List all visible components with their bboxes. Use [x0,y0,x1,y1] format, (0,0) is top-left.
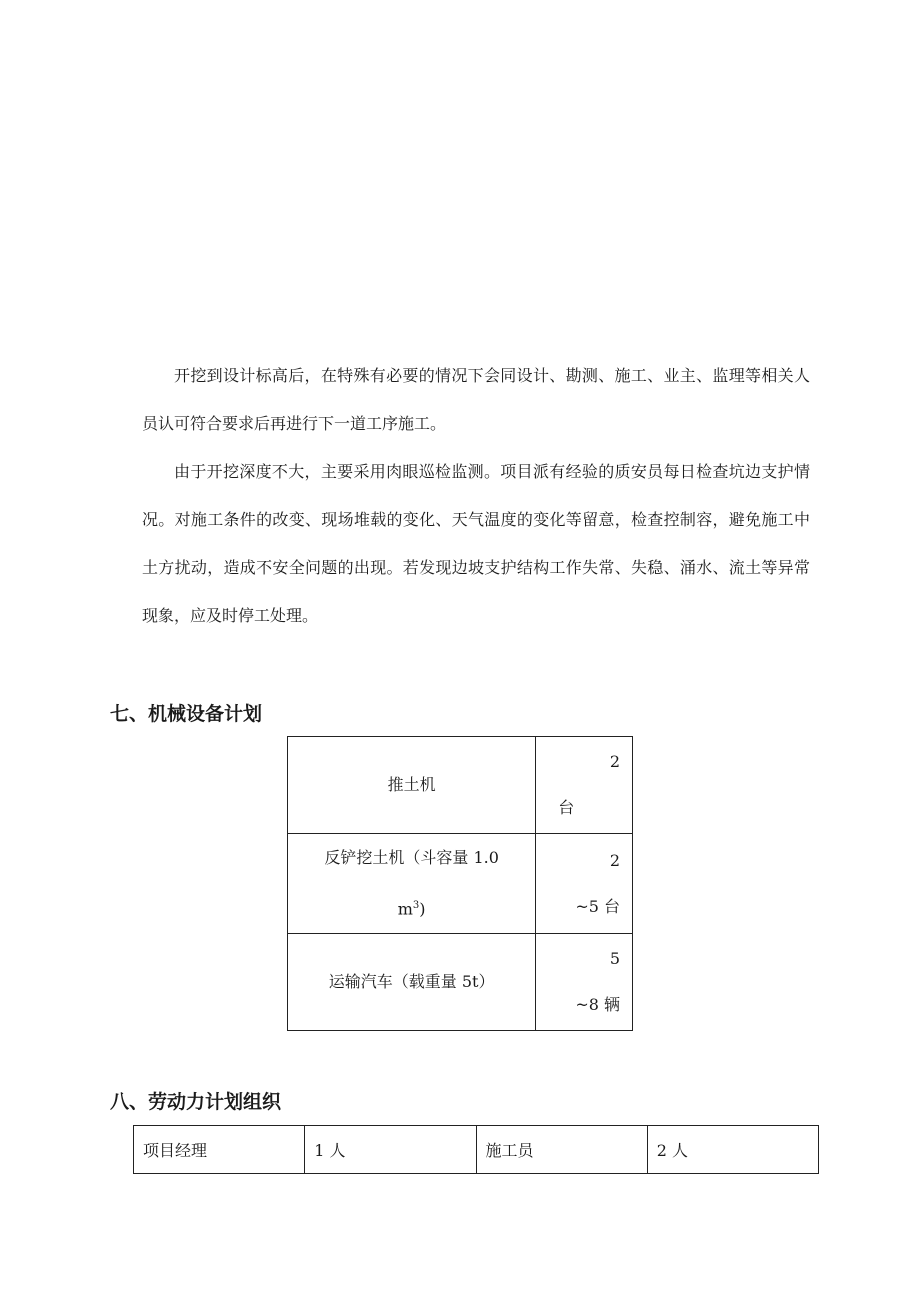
equipment-quantity: 5 ~8 辆 [536,934,633,1031]
count-cell: 2 人 [647,1126,818,1174]
table-row [134,1126,819,1174]
table-row [288,934,633,1031]
equipment-name: 推土机 [288,737,536,834]
labor-table [133,1125,819,1174]
equipment-quantity: 2 台 [536,737,633,834]
equipment-name: 运输汽车（载重量 5t） [288,934,536,1031]
equipment-name: 反铲挖土机（斗容量 1.0 $m^3$) [288,834,536,934]
paragraph-monitoring: 由于开挖深度不大，主要采用肉眼巡检监测。项目派有经验的质安员每日检查坑边支护情况。对施工条件的改变、现场堆载的变化、天气温度的变化等留意，检查控制容，避免施工中土方扰动，造成不安全问题的出现。若发现边坡支护结构工作失常、失稳、涌水、流土等异常现象，应及时停工处理。 [142,462,810,625]
section-7-heading: 七、机械设备计划 [110,703,263,725]
role-cell: 项目经理 [134,1126,305,1174]
count-cell: 1 人 [305,1126,476,1174]
equipment-quantity: 2 ~5 台 [536,834,633,934]
table-row [288,737,633,834]
section-8-heading: 八、劳动力计划组织 [110,1091,282,1113]
paragraph-excavation: 开挖到设计标高后，在特殊有必要的情况下会同设计、勘测、施工、业主、监理等相关人员认可符合要求后再进行下一道工序施工。 [142,366,810,433]
equipment-table [287,736,633,1031]
table-row [288,834,633,934]
role-cell: 施工员 [476,1126,647,1174]
